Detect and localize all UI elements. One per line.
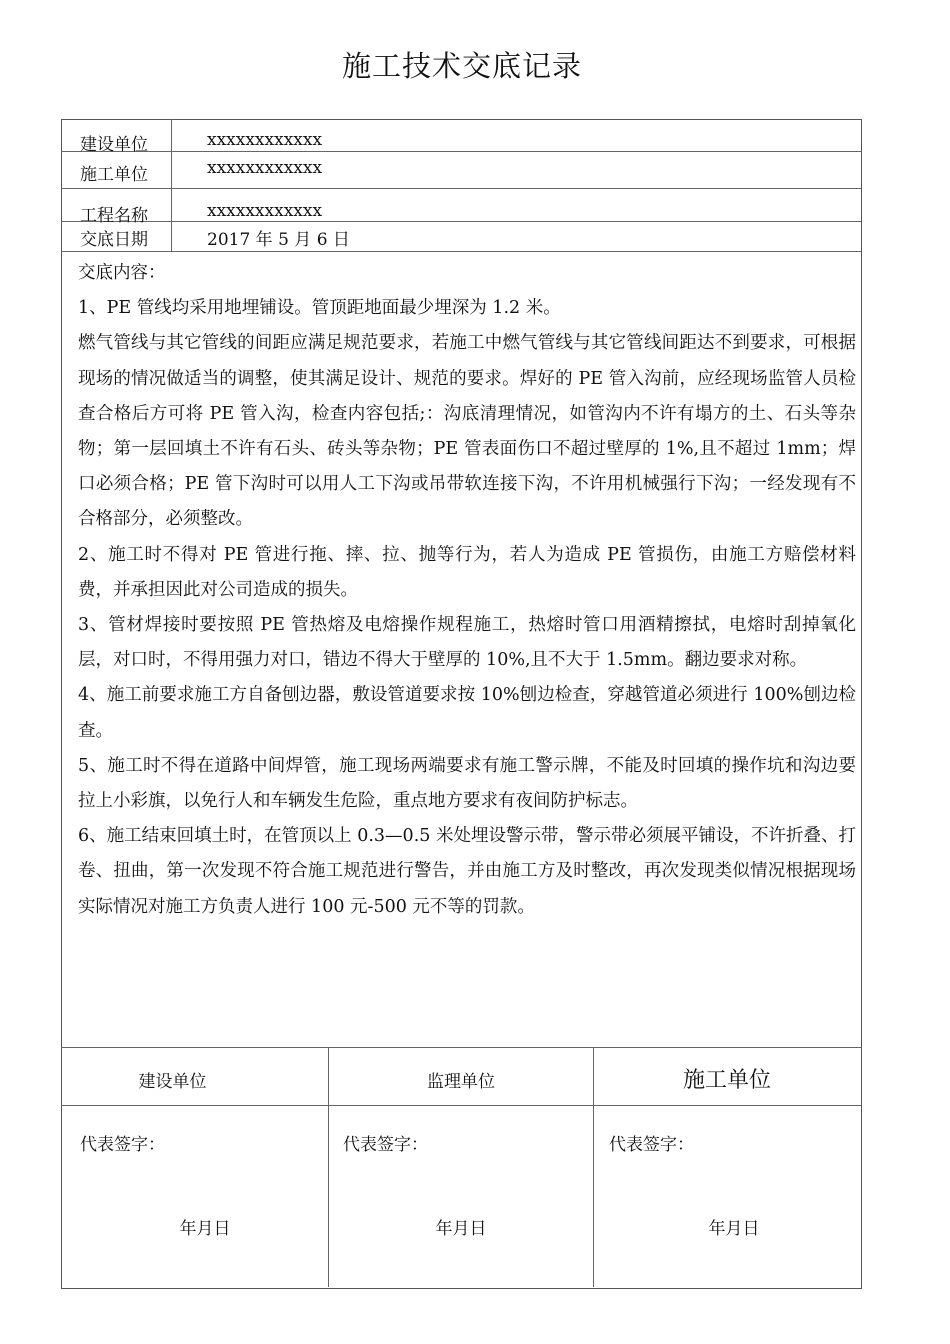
signature-date-owner: 年月日 xyxy=(179,1219,231,1239)
content-paragraph: 3、管材焊接时要按照 PE 管热熔及电熔操作规程施工，热熔时管口用酒精擦拭，电熔时刮掉氧化层，对口时，不得用强力对口，错边不得大于壁厚的 10%,且不大于 1.5mm。翻边要求对称。 xyxy=(78,615,856,671)
document-title: 施工技术交底记录 xyxy=(341,49,582,83)
info-value-project-name: xxxxxxxxxxxx xyxy=(207,201,323,221)
info-value-contractor: xxxxxxxxxxxx xyxy=(207,158,323,178)
signature-date-supervisor: 年月日 xyxy=(435,1219,487,1239)
content-paragraph: 4、施工前要求施工方自备刨边器，敷设管道要求按 10%刨边检查，穿越管道必须进行 100%刨边检查。 xyxy=(78,685,856,741)
content-heading: 交底内容： xyxy=(78,263,166,283)
signature-label-contractor: 代表签字： xyxy=(609,1135,694,1155)
signature-top-divider xyxy=(61,1047,861,1048)
info-label-date: 交底日期 xyxy=(80,230,148,250)
info-label-construction-unit: 建设单位 xyxy=(80,135,148,155)
row-divider xyxy=(61,251,861,252)
content-paragraph: 6、施工结束回填土时，在管顶以上 0.3—0.5 米处埋设警示带，警示带必须展平铺设，不许折叠、打卷、扭曲，第一次发现不符合施工规范进行警告，并由施工方及时整改，再次发现类似情况根据现场实际情况对施工方负责人进行 100 元-500 元不等的罚款。 xyxy=(78,826,856,917)
label-column-divider xyxy=(171,119,172,252)
signature-unit-owner: 建设单位 xyxy=(138,1072,207,1092)
info-value-construction-unit: xxxxxxxxxxxx xyxy=(207,130,323,150)
row-divider xyxy=(61,221,861,222)
signature-unit-supervisor: 监理单位 xyxy=(427,1072,495,1092)
info-label-project-name: 工程名称 xyxy=(80,206,148,226)
content-paragraph: 5、施工时不得在道路中间焊管，施工现场两端要求有施工警示牌，不能及时回填的操作坑和沟边要拉上小彩旗，以免行人和车辆发生危险，重点地方要求有夜间防护标志。 xyxy=(78,755,856,812)
disclosure-content xyxy=(78,256,856,925)
signature-unit-contractor: 施工单位 xyxy=(682,1068,771,1093)
signature-label-supervisor: 代表签字： xyxy=(343,1135,428,1155)
row-divider xyxy=(61,188,861,189)
signature-label-owner: 代表签字： xyxy=(80,1135,165,1155)
content-paragraph: 燃气管线与其它管线的间距应满足规范要求，若施工中燃气管线与其它管线间距达不到要求，可根据现场的情况做适当的调整，使其满足设计、规范的要求。焊好的 PE 管入沟前，应经现场监管人员检查合格后方可将 PE 管入沟，检查内容包括;：沟底清理情况，如管沟内不许有塌方的土、石头等杂物；第一层回填土不许有石头、砖头等杂物；PE 管表面伤口不超过壁厚的 1%,且不超过 1mm；焊口必须合格；PE 管下沟时可以用人工下沟或吊带软连接下沟，不许用机械强行下沟；一经发现有不合格部分，必须整改。 xyxy=(78,333,856,530)
content-paragraph: 1、PE 管线均采用地埋铺设。管顶距地面最少埋深为 1.2 米。 xyxy=(78,298,561,319)
info-value-date: 2017 年 5 月 6 日 xyxy=(207,230,350,250)
signature-header-divider xyxy=(61,1105,861,1106)
row-divider xyxy=(61,151,861,152)
info-label-contractor: 施工单位 xyxy=(80,165,148,185)
content-paragraph: 2、施工时不得对 PE 管进行拖、摔、拉、抛等行为，若人为造成 PE 管损伤，由施工方赔偿材料费，并承担因此对公司造成的损失。 xyxy=(78,544,856,600)
signature-date-contractor: 年月日 xyxy=(708,1219,760,1239)
